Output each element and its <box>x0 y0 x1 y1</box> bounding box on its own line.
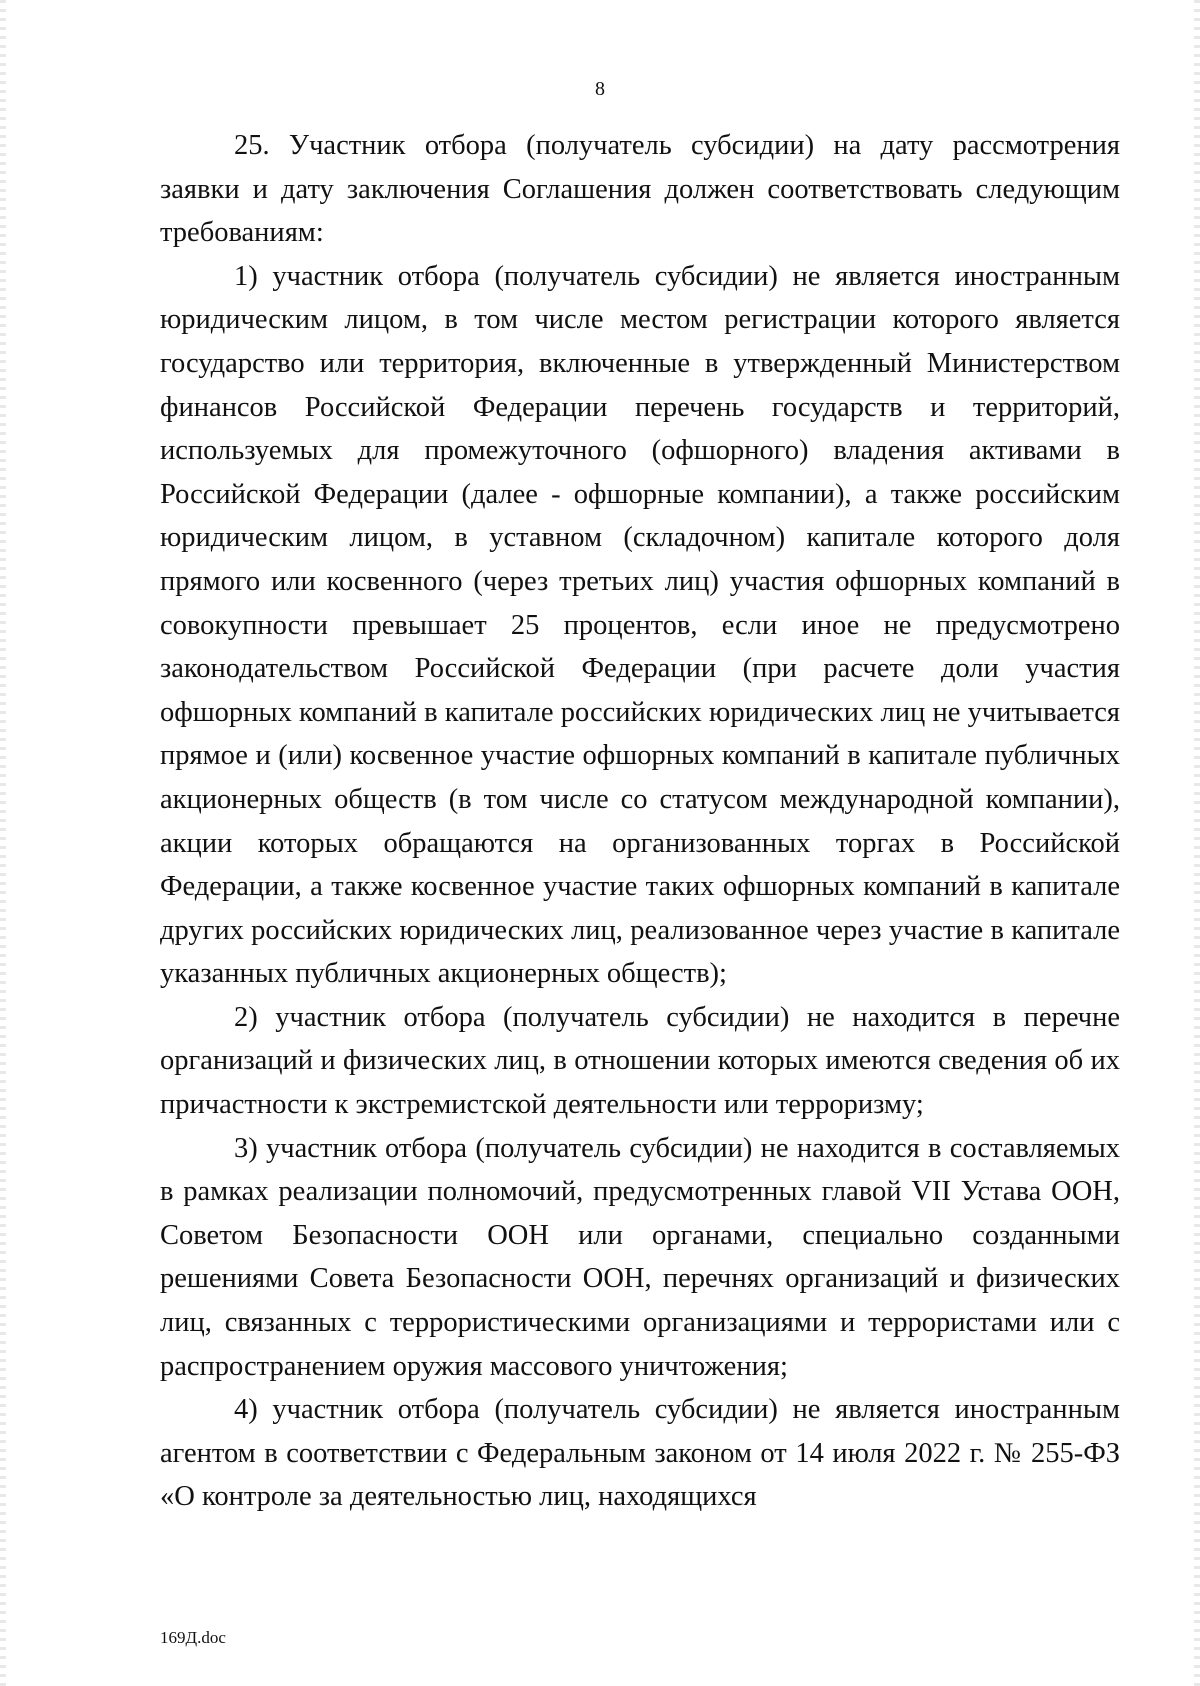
paragraph-item-4: 4) участник отбора (получатель субсидии) не является иностранным агентом в соответствии с Федеральным законом от 14 июля 2022 г. № 255-ФЗ «О контроле за деятельностью лиц, находящихся <box>160 1394 1120 1513</box>
scan-edge-right <box>1194 0 1200 1686</box>
paragraph-item-2: 2) участник отбора (получатель субсидии) не находится в перечне организаций и физических лиц, в отношении которых имеются сведения об их причастности к экстремистской деятельности или терроризму; <box>160 1001 1120 1121</box>
paragraph-item-1: 1) участник отбора (получатель субсидии) не является иностранным юридическим лицом, в том числе местом регистрации которого является государство или территория, включенные в утвержденный Министерством финансов Российской Федерации перечень государств и территорий, используемых для промежуточного (офшорного) владения активами в Российской Федерации (далее - офшорные компании), а также российским юридическим лицом, в уставном (складочном) капитале которого доля прямого или косвенного (через третьих лиц) участия офшорных компаний в совокупности превышает 25 процентов, если иное не предусмотрено законодательством Российской Федерации (при расчете доли участия офшорных компаний в капитале российских юридических лиц не учитывается прямое и (или) косвенное участие офшорных компаний в капитале публичных акционерных обществ (в том числе со статусом международной компании), акции которых обращаются на организованных торгах в Российской Федерации, а также косвенное участие таких офшорных компаний в капитале других российских юридических лиц, реализованное через участие в капитале указанных публичных акционерных обществ); <box>160 260 1120 990</box>
page-number: 8 <box>595 78 605 100</box>
document-filename-footer: 169Д.doc <box>160 1628 226 1647</box>
paragraph-25: 25. Участник отбора (получатель субсидии) на дату рассмотрения заявки и дату заключения Соглашения должен соответствовать следующим требованиям: <box>160 130 1120 249</box>
scan-edge-left <box>0 0 6 1686</box>
document-body <box>160 124 1120 1519</box>
paragraph-item-3: 3) участник отбора (получатель субсидии) не находится в составляемых в рамках реализации полномочий, предусмотренных главой VII Устава ООН, Советом Безопасности ООН или органами, специально созданными решениями Совета Безопасности ООН, перечнях организаций и физических лиц, связанных с террористическими организациями и террористами или с распространением оружия массового уничтожения; <box>160 1132 1120 1382</box>
